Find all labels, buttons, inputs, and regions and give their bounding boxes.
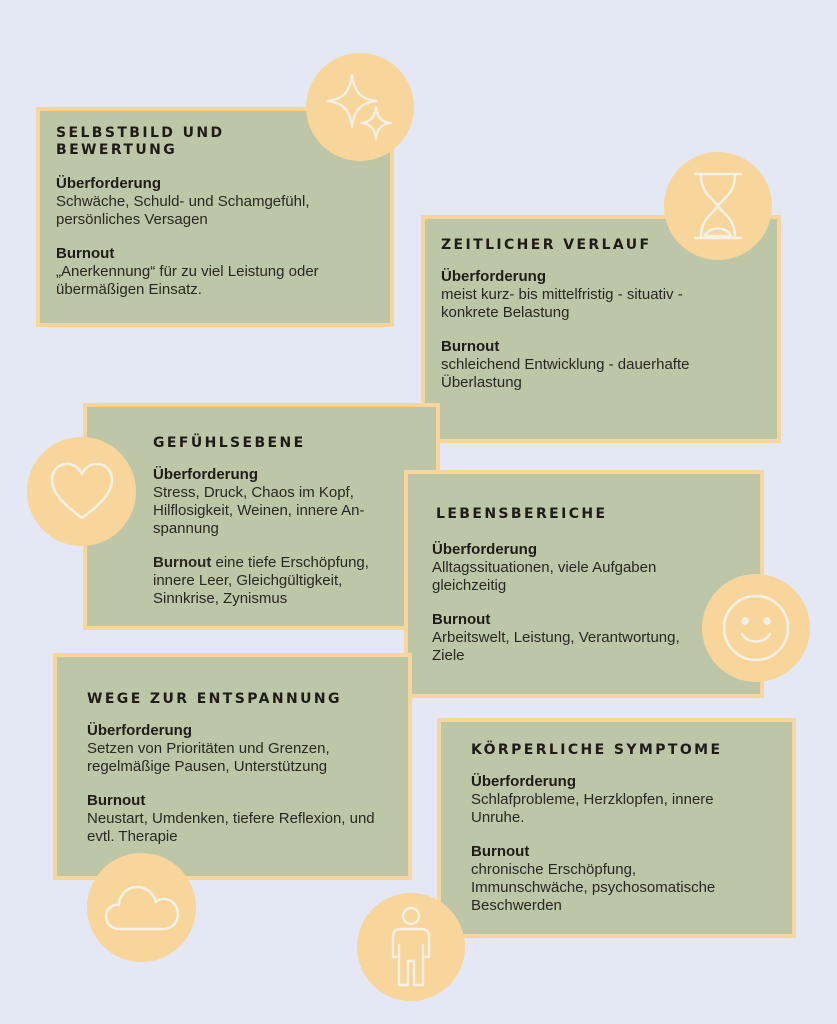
ueberforderung-text: Schlafprobleme, Herzklopfen, innere Unruhe. <box>471 791 714 826</box>
card-title: WEGE ZUR ENTSPANNUNG <box>87 691 342 707</box>
burnout-text: Arbeitswelt, Leistung, Verantwortung, Ziele <box>432 629 680 664</box>
person-icon <box>357 893 465 1001</box>
card-title: GEFÜHLSEBENE <box>153 435 306 451</box>
burnout-label: Burnout <box>471 843 530 860</box>
smiley-icon <box>702 574 810 682</box>
card-title: KÖRPERLICHE SYMPTOME <box>471 742 723 758</box>
ueberforderung-label: Überforderung <box>56 175 161 192</box>
heart-icon <box>27 437 136 546</box>
card-title: LEBENSBEREICHE <box>436 506 608 522</box>
card-wege-zur-entspannung <box>53 653 412 880</box>
ueberforderung-text: Setzen von Prioritäten und Grenzen, regelmäßige Pausen, Unterstützung <box>87 740 330 775</box>
burnout-label: Burnout <box>56 245 115 262</box>
burnout-text: chronische Erschöpfung, Immunschwäche, psychosomatische Beschwerden <box>471 861 716 914</box>
sparkles-icon <box>306 53 414 161</box>
burnout-label: Burnout <box>432 611 491 628</box>
card-gefuehlsebene <box>83 403 440 630</box>
ueberforderung-label: Überforderung <box>87 722 192 739</box>
cloud-icon <box>87 853 196 962</box>
ueberforderung-label: Überforderung <box>432 541 537 558</box>
ueberforderung-text: Stress, Druck, Chaos im Kopf, Hilflosigkeit, Weinen, innere An-spannung <box>153 484 365 537</box>
ueberforderung-text: Schwäche, Schuld- und Schamgefühl, persönliches Versagen <box>56 193 310 228</box>
burnout-text: Neustart, Umdenken, tiefere Reflexion, und evtl. Therapie <box>87 810 375 845</box>
burnout-text: „Anerkennung“ für zu viel Leistung oder übermäßigen Einsatz. <box>56 263 319 298</box>
card-lebensbereiche <box>404 470 764 698</box>
burnout-paragraph <box>153 554 388 608</box>
burnout-text: eine tiefe Erschöpfung, innere Leer, Gleichgültigkeit, Sinnkrise, Zynismus <box>153 554 369 607</box>
ueberforderung-label: Überforderung <box>153 466 258 483</box>
ueberforderung-text: meist kurz- bis mittelfristig - situativ - konkrete Belastung <box>441 286 683 321</box>
ueberforderung-label: Überforderung <box>441 268 546 285</box>
card-koerperliche-symptome <box>437 718 796 938</box>
hourglass-icon <box>664 152 772 260</box>
card-title: SELBSTBILD UND BEWERTUNG <box>56 125 225 158</box>
card-title: ZEITLICHER VERLAUF <box>441 237 652 253</box>
burnout-text: schleichend Entwicklung - dauerhafte Überlastung <box>441 356 690 391</box>
burnout-label: Burnout <box>87 792 146 809</box>
ueberforderung-text: Alltagssituationen, viele Aufgaben gleichzeitig <box>432 559 657 594</box>
burnout-label: Burnout <box>441 338 500 355</box>
burnout-label: Burnout <box>153 554 212 571</box>
ueberforderung-label: Überforderung <box>471 773 576 790</box>
